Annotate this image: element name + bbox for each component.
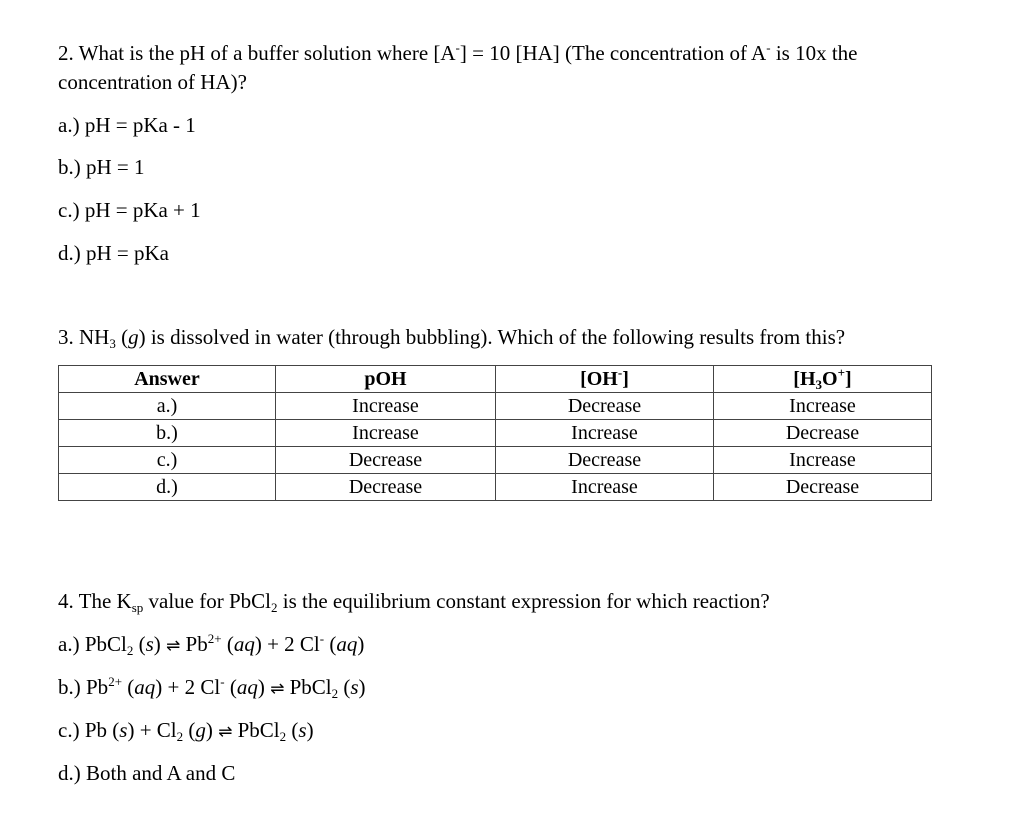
header-answer: Answer: [59, 366, 276, 393]
question-4-text: [58, 588, 770, 614]
state-aq: aq: [233, 632, 255, 656]
superscript-2plus: 2+: [108, 674, 123, 689]
q2-option-b[interactable]: b.) pH = 1: [58, 155, 145, 179]
state-aq: aq: [134, 675, 156, 699]
cell-oh: Decrease: [495, 447, 713, 474]
opt-c-cl: + Cl: [134, 718, 177, 742]
subscript-2: 2: [279, 729, 287, 744]
opt-b-label: b.) Pb: [58, 675, 109, 699]
q4-suffix: is the equilibrium constant expression for which reaction?: [277, 589, 770, 613]
header-poh: pOH: [275, 366, 495, 393]
table-header-row: [59, 366, 932, 393]
opt-a-pb: Pb: [180, 632, 208, 656]
opt-c-pbcl: PbCl: [232, 718, 280, 742]
opt-a-label: a.) PbCl: [58, 632, 127, 656]
q2-line1-suffix: is 10x the: [770, 41, 858, 65]
opt-a-cl: + 2 Cl: [261, 632, 320, 656]
opt-b-pbcl: PbCl: [284, 675, 332, 699]
cell-h3o: Decrease: [713, 420, 931, 447]
superscript-minus: -: [455, 40, 460, 55]
oh-prefix: [OH: [580, 367, 618, 390]
state-s: s: [298, 718, 307, 742]
question-2-text-line2: concentration of HA)?: [58, 70, 247, 94]
q3-state-g: g: [128, 325, 139, 349]
cell-h3o: Increase: [713, 393, 931, 420]
q2-option-d[interactable]: d.) pH = pKa: [58, 241, 169, 265]
q3-paren: (: [115, 325, 129, 349]
q2-option-a[interactable]: a.) pH = pKa - 1: [58, 113, 196, 137]
answer-table: [58, 365, 932, 501]
q2-option-c[interactable]: c.) pH = pKa + 1: [58, 198, 201, 222]
q2-line1-mid: ] = 10 [HA] (The concentration of A: [459, 41, 767, 65]
cell-poh: Decrease: [275, 474, 495, 501]
h3o-sub: 3: [815, 376, 823, 392]
q3-rest: ) is dissolved in water (through bubbling). Which of the following results from this?: [138, 325, 846, 349]
q4-option-b[interactable]: b.) $Pb^{2+}$ (aq) + 2 Cl- (aq) ⇌ PbCl$_2$ (s): [58, 674, 366, 701]
cell-poh: Increase: [275, 393, 495, 420]
cell-answer: d.): [59, 474, 276, 501]
q4-option-d[interactable]: d.) Both and A and C: [58, 761, 236, 785]
equilibrium-arrow-icon: ⇌: [218, 722, 233, 742]
cell-h3o: Decrease: [713, 474, 931, 501]
cell-answer: a.): [59, 393, 276, 420]
q4-option-a[interactable]: a.) PbCl$_2$ (s) ⇌ $Pb^{2+}$ (aq) + 2 Cl- (aq): [58, 631, 365, 658]
opt-b-cl: + 2 Cl: [162, 675, 221, 699]
q4-option-c[interactable]: c.) Pb $(s) + Cl_2$ (g) ⇌ PbCl$_2$ (s): [58, 718, 314, 744]
equilibrium-arrow-icon: ⇌: [166, 636, 181, 656]
question-3-text: [58, 324, 845, 350]
table-row[interactable]: [59, 474, 932, 501]
header-oh: [495, 366, 713, 393]
q3-prefix: 3. NH: [58, 325, 110, 349]
state-g: g: [195, 718, 206, 742]
q4-prefix: 4. The K: [58, 589, 132, 613]
cell-poh: Increase: [275, 420, 495, 447]
cell-answer: c.): [59, 447, 276, 474]
cell-answer: b.): [59, 420, 276, 447]
state-s: s: [350, 675, 359, 699]
ksp-subscript: sp: [131, 600, 144, 615]
h3o-prefix: [H: [793, 367, 816, 390]
table-row[interactable]: [59, 447, 932, 474]
superscript-minus: -: [766, 40, 771, 55]
subscript-2: 2: [331, 686, 339, 701]
state-s: s: [145, 632, 154, 656]
cell-oh: Decrease: [495, 393, 713, 420]
question-2-text: [58, 40, 857, 66]
h3o-mid: O: [822, 367, 838, 390]
superscript-minus: -: [220, 674, 225, 689]
q4-mid: value for PbCl: [143, 589, 271, 613]
table-row[interactable]: [59, 393, 932, 420]
cell-h3o: Increase: [713, 447, 931, 474]
table-row[interactable]: [59, 420, 932, 447]
superscript-2plus: 2+: [207, 631, 222, 646]
header-h3o: [713, 366, 931, 393]
subscript-2: 2: [270, 600, 278, 615]
equilibrium-arrow-icon: ⇌: [270, 679, 285, 699]
cell-oh: Increase: [495, 474, 713, 501]
q2-line1-prefix: 2. What is the pH of a buffer solution where [A: [58, 41, 456, 65]
opt-c-label: c.) Pb: [58, 718, 107, 742]
subscript-2: 2: [176, 729, 184, 744]
oh-suffix: ]: [622, 367, 629, 390]
subscript-3: 3: [109, 336, 116, 351]
subscript-2: 2: [126, 643, 134, 658]
cell-poh: Decrease: [275, 447, 495, 474]
state-s: s: [119, 718, 128, 742]
state-aq: aq: [336, 632, 358, 656]
superscript-minus: -: [319, 631, 325, 646]
h3o-suffix: ]: [845, 367, 852, 390]
h3o-sup: +: [837, 364, 845, 380]
state-aq: aq: [236, 675, 258, 699]
cell-oh: Increase: [495, 420, 713, 447]
oh-sup: -: [617, 364, 623, 380]
